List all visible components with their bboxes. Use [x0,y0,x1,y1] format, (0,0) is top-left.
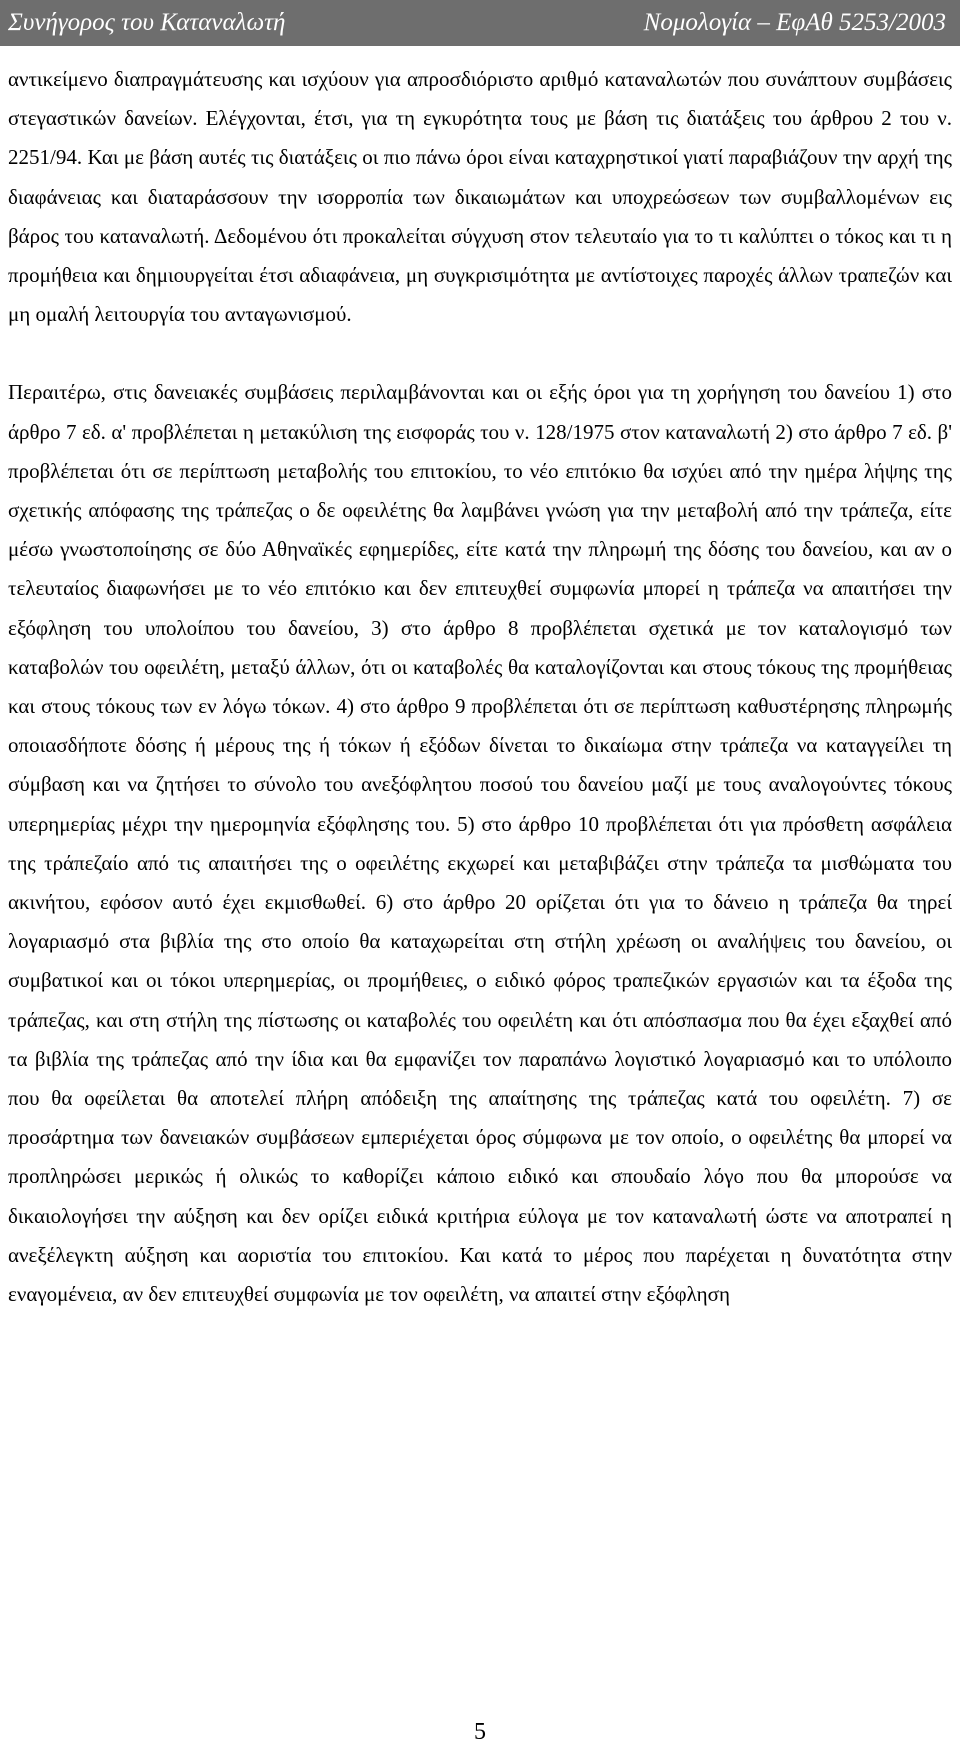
paragraph-2: Περαιτέρω, στις δανειακές συμβάσεις περιλαμβάνονται και οι εξής όροι για τη χορήγηση του δανείου 1) στο άρθρο 7 εδ. α' προβλέπεται η μετακύλιση της εισφοράς του ν. 128/1975 στον καταναλωτή 2) στο άρθρο 7 εδ. β' προβλέπεται ότι σε περίπτωση μεταβολής του επιτοκίου, το νέο επιτόκιο θα ισχύει από την ημέρα λήψης της σχετικής απόφασης της τράπεζας ο δε οφειλέτης θα λαμβάνει γνώση για την μεταβολή από την τράπεζα, είτε μέσω γνωστοποίησης σε δύο Αθηναϊκές εφημερίδες, είτε κατά την πληρωμή της δόσης του δανείου, και αν ο τελευταίος διαφωνήσει με το νέο επιτόκιο και δεν επιτευχθεί συμφωνία μπορεί η τράπεζα να απαιτήσει την εξόφληση του υπολοίπου του δανείου, 3) στο άρθρο 8 προβλέπεται σχετικά με τον καταλογισμό των καταβολών του οφειλέτη, μεταξύ άλλων, ότι οι καταβολές θα καταλογίζονται και στους τόκους της προμήθειας και στους τόκους των εν λόγω τόκων. 4) στο άρθρο 9 προβλέπεται ότι σε περίπτωση καθυστέρησης πληρωμής οποιασδήποτε δόσης ή μέρους της ή τόκων ή εξόδων δίνεται το δικαίωμα στην τράπεζα να καταγγείλει τη σύμβαση και να ζητήσει το σύνολο του ανεξόφλητου ποσού του δανείου μαζί με τους αναλογούντες τόκους υπερημερίας μέχρι την ημερομηνία εξόφλησης του. 5) στο άρθρο 10 προβλέπεται ότι για πρόσθετη ασφάλεια της τράπεζαίο από τις απαιτήσει της ο οφειλέτης εκχωρεί και μεταβιβάζει στην τράπεζα τα μισθώματα του ακινήτου, εφόσον αυτό έχει εκμισθωθεί. 6) στο άρθρο 20 ορίζεται ότι για το δάνειο η τράπεζα θα τηρεί λογαριασμό στα βιβλία της στο οποίο θα καταχωρείται στη στήλη χρέωση οι αναλήψεις του δανείου, οι συμβατικοί και οι τόκοι υπερημερίας, οι προμήθειες, ο ειδικό φόρος τραπεζικών εργασιών και τα έξοδα της τράπεζας, και στη στήλη της πίστωσης οι καταβολές του οφειλέτη και ότι απόσπασμα που θα έχει εξαχθεί από τα βιβλία της τράπεζας από την ίδια και θα εμφανίζει τον παραπάνω λογιστικό λογαριασμό και το υπόλοιπο που θα οφείλεται θα αποτελεί πλήρη απόδειξη της απαίτησης της τράπεζας κατά του οφειλέτη. 7) σε προσάρτημα των δανειακών συμβάσεων εμπεριέχεται όρος σύμφωνα με τον οποίο, ο οφειλέτης θα μπορεί να προπληρώσει μερικώς ή ολικώς το καθορίζει κάποιο ειδικό και σπουδαίο λόγο που θα μπορούσε να δικαιολογήσει την αύξηση και δεν ορίζει ειδικά κριτήρια εύλογα με τον καταναλωτή ώστε να αποτραπεί η ανεξέλεγκτη αύξηση και αοριστία του επιτοκίου. Και κατά το μέρος που παρέχεται η δυνατότητα στην εναγομένεια, αν δεν επιτευχθεί συμφωνία με τον οφειλέτη, να απαιτεί στην εξόφληση [8,380,952,1307]
page-header [0,0,960,46]
header-right-title: Νομολογία – ΕφΑθ 5253/2003 [643,9,946,36]
body-text [8,60,952,1314]
page-number: 5 [474,1719,486,1745]
header-left-title: Συνήγορος του Καταναλωτή [8,9,286,36]
paragraph-1: αντικείμενο διαπραγμάτευσης και ισχύουν για απροσδιόριστο αριθμό καταναλωτών που συνάπτουν συμβάσεις στεγαστικών δανείων. Ελέγχονται, έτσι, για τη εγκυρότητα τους με βάση τις διατάξεις του άρθρου 2 του ν. 2251/94. Και με βάση αυτές τις διατάξεις οι πιο πάνω όροι είναι καταχρηστικοί γιατί παραβιάζουν την αρχή της διαφάνειας και διαταράσσουν την ισορροπία των δικαιωμάτων και υποχρεώσεων των συμβαλλομένων εις βάρος του καταναλωτή. Δεδομένου ότι προκαλείται σύγχυση στον τελευταίο για το τι καλύπτει ο τόκος και τι η προμήθεια και δημιουργείται έτσι αδιαφάνεια, μη συγκρισιμότητα με αντίστοιχες παροχές άλλων τραπεζών και μη ομαλή λειτουργία του ανταγωνισμού. [8,67,952,327]
